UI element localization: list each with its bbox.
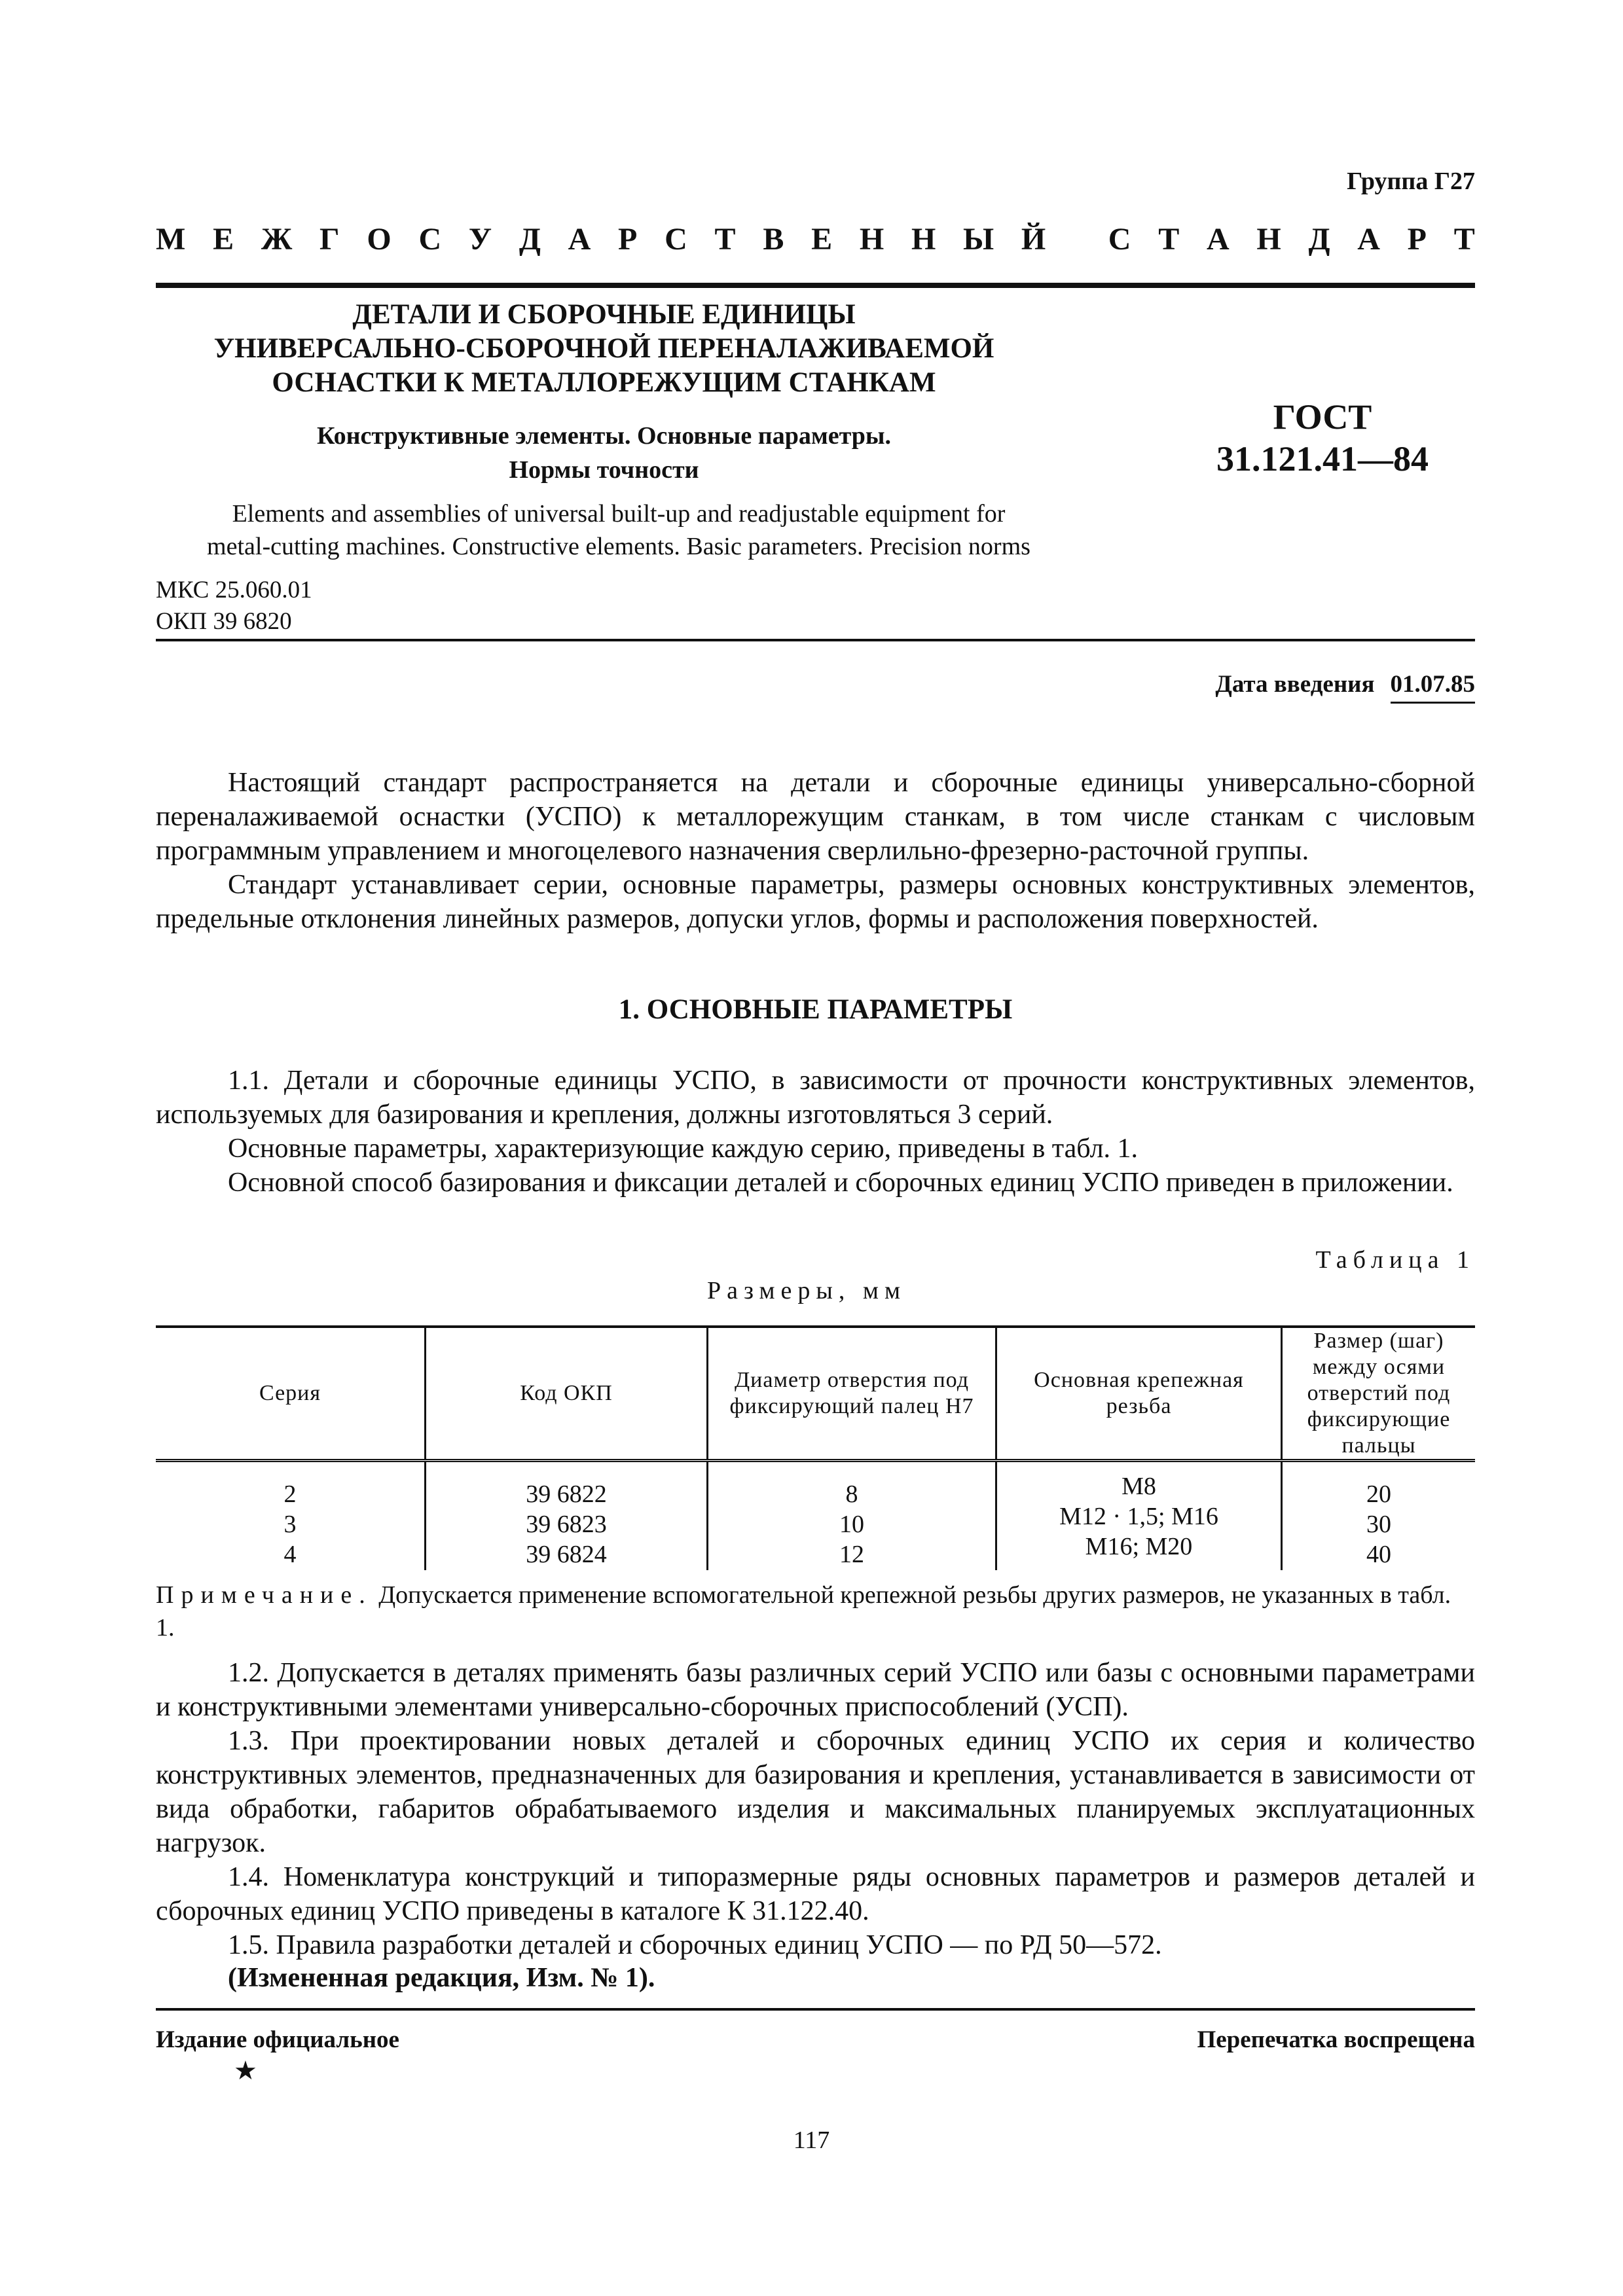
effective-date	[1215, 670, 1475, 698]
cell-pitch	[1282, 1461, 1476, 1571]
section-heading: 1. ОСНОВНЫЕ ПАРАМЕТРЫ	[618, 994, 1013, 1025]
mks-code: МКС 25.060.01	[156, 577, 312, 603]
table-note	[156, 1579, 1475, 1644]
heading-letter: О	[367, 222, 392, 257]
okp-code: ОКП 39 6820	[156, 608, 292, 635]
note-text: Допускается применение вспомогательной крепежной резьбы других размеров, не указанных в табл. 1.	[156, 1581, 1451, 1641]
title-line-2: УНИВЕРСАЛЬНО-СБОРОЧНОЙ ПЕРЕНАЛАЖИВАЕМОЙ	[213, 333, 994, 364]
value-diameter: 10	[839, 1511, 864, 1538]
value-series: 2	[283, 1480, 297, 1508]
table-header-row	[156, 1327, 1475, 1461]
value-diameter: 12	[839, 1541, 864, 1568]
page-number: 117	[793, 2126, 830, 2154]
value-okp: 39 6824	[526, 1541, 607, 1568]
cell-diameter	[708, 1461, 996, 1571]
cell-okp	[426, 1461, 708, 1571]
reprint-prohibited: Перепечатка воспрещена	[1197, 2026, 1475, 2053]
heading-letter: Г	[319, 222, 340, 257]
heading-letter: А	[1357, 222, 1380, 257]
cell-thread	[996, 1461, 1282, 1571]
heading-letter: Ы	[963, 222, 994, 257]
clause-1-4: 1.4. Номенклатура конструкций и типоразмерные ряды основных параметров и размеров деталей и сборочных единиц УСПО приведены в каталоге К 31.122.40.	[156, 1862, 1475, 1926]
effective-date-value: 01.07.85	[1391, 671, 1476, 704]
heading-letter: С	[1108, 222, 1131, 257]
heading-letter: Н	[1256, 222, 1281, 257]
footer-rule	[156, 2008, 1475, 2011]
note-label: Примечание.	[156, 1581, 373, 1609]
group-code: Группа Г27	[1347, 168, 1475, 195]
value-pitch: 40	[1366, 1541, 1391, 1568]
heading-letter: В	[763, 222, 784, 257]
heading-letter: Е	[811, 222, 833, 257]
header-rule	[156, 283, 1475, 288]
col-header-series: Серия	[156, 1327, 426, 1461]
clause-1-1: 1.1. Детали и сборочные единицы УСПО, в зависимости от прочности конструктивных элементов, используемых для базирования и крепления, должны изготовляться 3 серий.	[156, 1066, 1475, 1130]
gost-label: ГОСТ	[1273, 397, 1372, 437]
heading-letter: Р	[618, 222, 638, 257]
col-header-diameter: Диаметр отверстия под фиксирующий палец Н7	[708, 1327, 996, 1461]
english-title-line-1: Elements and assemblies of universal built-up and readjustable equipment for	[232, 500, 1006, 528]
interstate-standard-heading	[156, 221, 1475, 257]
heading-letter: А	[568, 222, 591, 257]
heading-letter: С	[665, 222, 687, 257]
heading-letter: Ж	[261, 222, 293, 257]
clause-1-3: 1.3. При проектировании новых деталей и сборочных единиц УСПО их серия и количество конструктивных элементов, предназначенных для базирования и крепления, устанавливается в зависимости от вида обработки, габаритов обрабатываемого изделия и максимальных планируемых эксплуатационных нагрузок.	[156, 1726, 1475, 1858]
heading-letter: С	[418, 222, 442, 257]
value-series: 4	[283, 1541, 297, 1568]
col-header-okp: Код ОКП	[426, 1327, 708, 1461]
title-line-1: ДЕТАЛИ И СБОРОЧНЫЕ ЕДИНИЦЫ	[352, 299, 856, 330]
value-pitch: 30	[1366, 1511, 1391, 1538]
col-header-thread: Основная крепежная резьба	[996, 1327, 1282, 1461]
heading-letter: Н	[911, 222, 936, 257]
effective-date-label: Дата введения	[1215, 671, 1375, 698]
table-units: Размеры, мм	[707, 1277, 907, 1304]
star-icon: ★	[234, 2056, 257, 2085]
heading-letter: М	[156, 222, 186, 257]
value-thread: M8	[1122, 1473, 1156, 1500]
edition-official: Издание официальное	[156, 2026, 399, 2053]
amendment-note: (Измененная редакция, Изм. № 1).	[228, 1963, 655, 1993]
heading-letter: Д	[519, 222, 541, 257]
value-series: 3	[283, 1511, 297, 1538]
value-thread: M16; M20	[1085, 1533, 1193, 1560]
heading-letter: Т	[1158, 222, 1180, 257]
value-okp: 39 6823	[526, 1511, 607, 1538]
cell-series	[156, 1461, 426, 1571]
heading-letter: Т	[714, 222, 736, 257]
value-thread: M12 · 1,5; M16	[1059, 1503, 1218, 1530]
heading-letter: У	[468, 222, 492, 257]
document-subtitle	[157, 419, 1051, 487]
gost-designation	[1172, 396, 1473, 480]
heading-letter: Й	[1021, 222, 1046, 257]
heading-letter: А	[1206, 222, 1230, 257]
value-diameter: 8	[845, 1480, 858, 1508]
english-title-line-2: metal-cutting machines. Constructive elements. Basic parameters. Precision norms	[207, 533, 1030, 560]
english-title	[157, 497, 1080, 563]
parameters-table	[156, 1325, 1475, 1570]
intro-paragraph-1: Настоящий стандарт распространяется на детали и сборочные единицы универсально-сборной переналаживаемой оснастки (УСПО) к металлорежущим станкам, в том числе станкам с числовым программным управлением и многоцелевого назначения сверлильно-фрезерно-расточной группы.	[156, 768, 1475, 866]
heading-letter: Т	[1453, 222, 1475, 257]
col-header-pitch: Размер (шаг) между осями отверстий под фиксирующие пальцы	[1282, 1327, 1476, 1461]
subtitle-line-2: Нормы точности	[509, 456, 699, 484]
heading-letter: Е	[213, 222, 234, 257]
table-row	[156, 1461, 1475, 1571]
document-title	[157, 298, 1051, 400]
value-pitch: 20	[1366, 1480, 1391, 1508]
clause-1-1-params: Основные параметры, характеризующие каждую серию, приведены в табл. 1.	[228, 1134, 1139, 1164]
heading-letter: Н	[859, 222, 884, 257]
heading-word-gap	[1073, 221, 1081, 257]
clause-1-5: 1.5. Правила разработки деталей и сборочных единиц УСПО — по РД 50—572.	[228, 1930, 1162, 1960]
classification-codes	[156, 575, 312, 637]
title-block-rule	[156, 639, 1475, 641]
title-line-3: ОСНАСТКИ К МЕТАЛЛОРЕЖУЩИМ СТАНКАМ	[272, 367, 936, 398]
intro-paragraph-2: Стандарт устанавливает серии, основные параметры, размеры основных конструктивных элементов, предельные отклонения линейных размеров, допуски углов, формы и расположения поверхностей.	[156, 870, 1475, 934]
clause-1-2: 1.2. Допускается в деталях применять базы различных серий УСПО или базы с основными параметрами и конструктивными элементами универсально-сборочных приспособлений (УСП).	[156, 1658, 1475, 1722]
value-okp: 39 6822	[526, 1480, 607, 1508]
clause-1-1-basing: Основной способ базирования и фиксации деталей и сборочных единиц УСПО приведен в приложении.	[228, 1168, 1453, 1198]
subtitle-line-1: Конструктивные элементы. Основные параметры.	[316, 422, 892, 450]
heading-letter: Р	[1407, 222, 1427, 257]
gost-number: 31.121.41—84	[1216, 439, 1429, 478]
table-number: Таблица 1	[1315, 1246, 1475, 1274]
heading-letter: Д	[1308, 222, 1330, 257]
